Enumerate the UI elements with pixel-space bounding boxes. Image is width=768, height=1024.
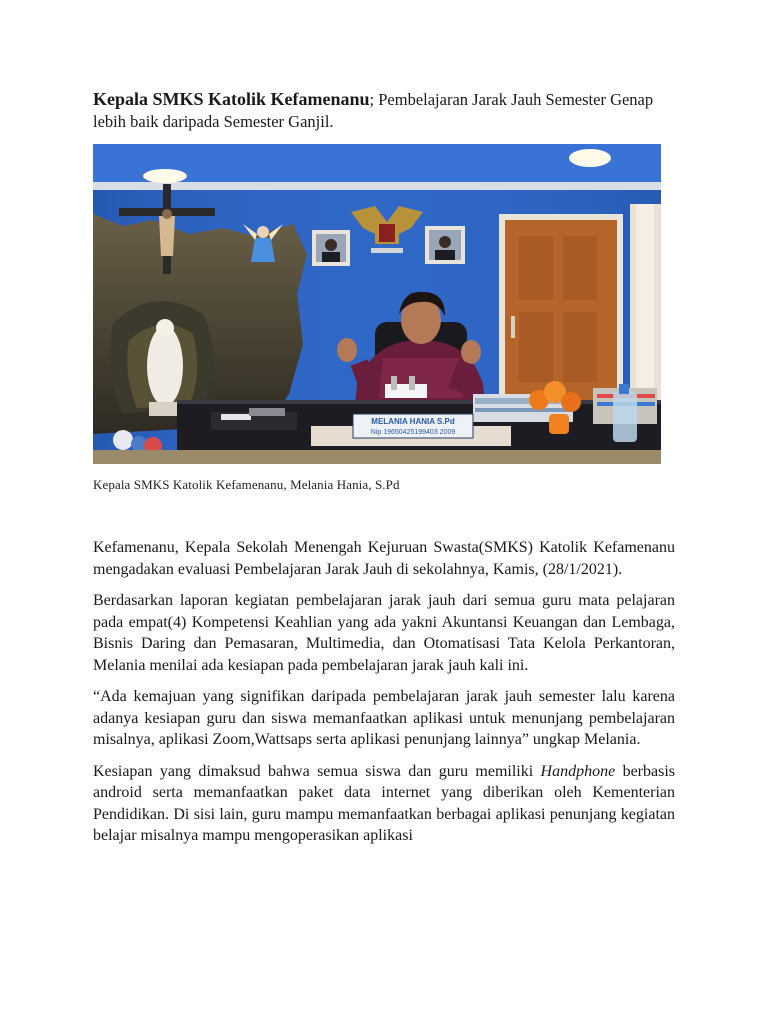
article [93, 88, 675, 857]
article-body [93, 537, 675, 847]
nameplate-name: MELANIA HANIA S.Pd [371, 417, 455, 426]
headline-bold: Kepala SMKS Katolik Kefamenanu [93, 89, 370, 109]
paragraph-4 [93, 761, 675, 847]
paragraph-2: Berdasarkan laporan kegiatan pembelajaran jarak jauh dari semua guru mata pelajaran pada empat(4) Kompetensi Keahlian yang ada yakni Akuntansi Keuangan dan Lembaga, Bisnis Daring dan Pemasaran, Multimedia, dan Otomatisasi Tata Kelola Perkantoran, Melania menilai ada kesiapan pada pembelajaran jarak jauh kali ini. [93, 592, 675, 674]
paragraph-4-start: Kesiapan yang dimaksud bahwa semua siswa dan guru memiliki [93, 762, 541, 780]
paragraph-3: “Ada kemajuan yang signifikan daripada pembelajaran jarak jauh semester lalu karena adanya kesiapan guru dan siswa memanfaatkan aplikasi untuk menunjang pembelajaran misalnya, aplikasi Zoom,Wattsaps serta aplikasi penunjang lainnya” ungkap Melania. [93, 688, 675, 748]
paragraph-4-end: berbasis android serta memanfaatkan paket data internet yang diberikan oleh Kementerian Pendidikan. Di sisi lain, guru mampu memanfaatkan berbagai aplikasi penunjang kegiatan belajar misalnya mampu mengoperasikan aplikasi [93, 762, 675, 844]
paragraph-1: Kefamenanu, Kepala Sekolah Menengah Kejuruan Swasta(SMKS) Katolik Kefamenanu mengadakan evaluasi Pembelajaran Jarak Jauh di sekolahnya, Kamis, (28/1/2021). [93, 539, 675, 578]
ceiling-light-left [143, 169, 187, 183]
handphone-term: Handphone [540, 762, 616, 780]
photo-caption: Kepala SMKS Katolik Kefamenanu, Melania Hania, S.Pd [93, 477, 400, 492]
portrait-left [312, 230, 350, 266]
headline-rest: ; Pembelajaran Jarak Jauh Semester Genap lebih baik daripada Semester Ganjil. [93, 90, 654, 131]
nameplate-nip: Nip 19650425199403 2009 [370, 429, 456, 436]
article-headline [93, 88, 675, 133]
portrait-right [425, 226, 465, 264]
ceiling-light-right [569, 149, 611, 167]
water-bottle [613, 392, 637, 442]
office-photo-illustration [93, 144, 661, 464]
nameplate [353, 414, 473, 438]
article-photo [93, 144, 661, 464]
